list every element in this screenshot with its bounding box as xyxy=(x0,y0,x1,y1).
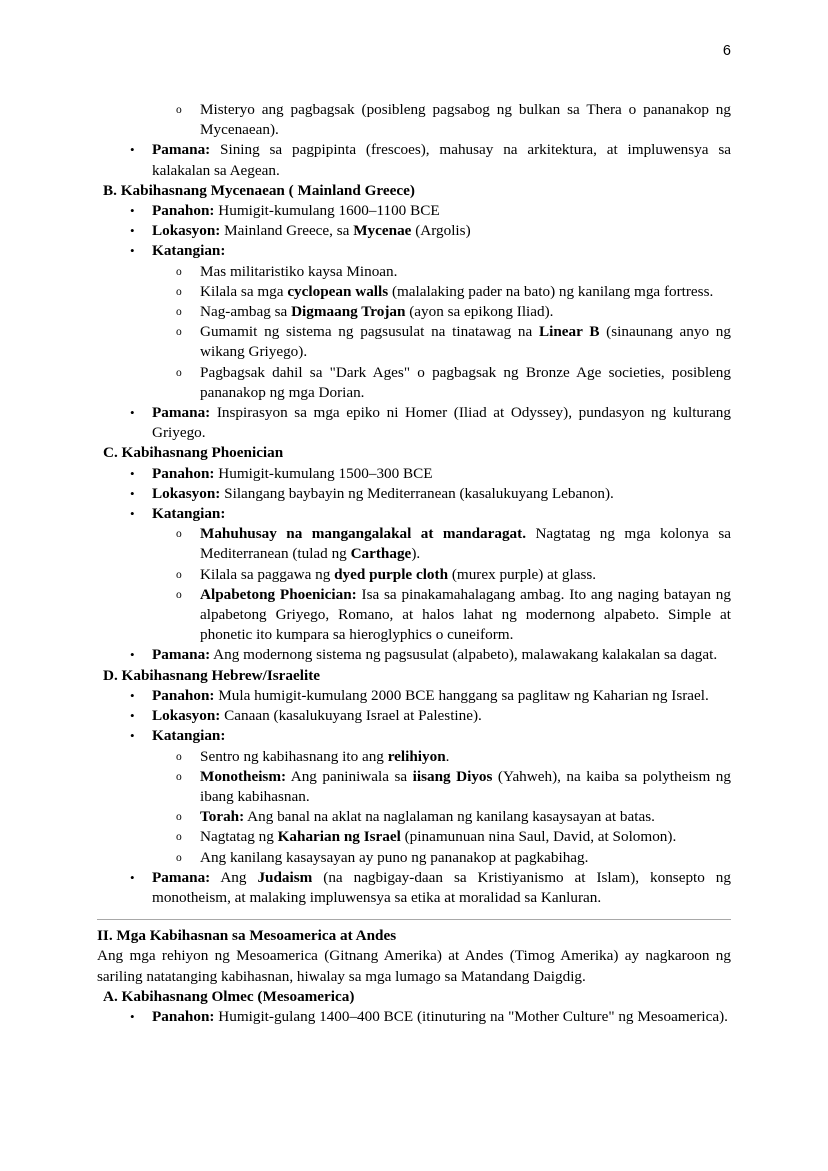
list-item xyxy=(97,726,731,746)
minoan-sub-list xyxy=(97,100,731,140)
list-item-emphasis: Torah: xyxy=(200,808,245,826)
bullet-circle-icon: o xyxy=(176,831,182,844)
heading-phoenician: C. Kabihasnang Phoenician xyxy=(103,444,284,462)
list-item-text-b: (pinamunuan nina Saul, David, at Solomon). xyxy=(400,828,677,846)
list-item xyxy=(97,201,731,221)
heading-olmec: A. Kabihasnang Olmec (Mesoamerica) xyxy=(103,987,355,1005)
list-item xyxy=(97,322,731,362)
bullet-circle-icon: o xyxy=(176,770,182,783)
hebrew-bullet-list xyxy=(97,686,731,747)
list-item-emphasis: Mahuhusay na mangangalakal at mandaragat. xyxy=(200,525,527,543)
list-item xyxy=(97,585,731,646)
list-item-text-a: Ang paniniwala sa xyxy=(286,767,413,785)
page-number: 6 xyxy=(722,43,731,59)
list-item-emphasis: Digmaang Trojan xyxy=(291,303,406,321)
list-item-text: Ang kanilang kasaysayan ay puno ng pananakop at pagkabihag. xyxy=(200,848,589,866)
pamana-text: Inspirasyon sa mga epiko ni Homer (Iliad at Odyssey), pundasyon ng kulturang Griyego. xyxy=(152,404,731,442)
list-item xyxy=(97,848,731,868)
list-item xyxy=(97,524,731,564)
list-item-text-b: (murex purple) at glass. xyxy=(448,565,597,583)
bullet-disc-icon: • xyxy=(130,243,135,259)
hebrew-pamana-list xyxy=(97,868,731,908)
lokasyon-label: Lokasyon: xyxy=(152,222,221,240)
mycenaean-sub-list xyxy=(97,262,731,403)
list-item xyxy=(97,241,731,261)
lokasyon-text: Canaan (kasalukuyang Israel at Palestine). xyxy=(220,707,482,725)
list-item xyxy=(97,868,731,908)
list-item xyxy=(97,767,731,807)
list-item xyxy=(97,282,731,302)
list-item-emphasis: Monotheism: xyxy=(200,767,287,785)
bullet-disc-icon: • xyxy=(130,203,135,219)
mycenaean-bullet-list xyxy=(97,201,731,262)
panahon-label: Panahon: xyxy=(152,202,215,220)
phoenician-pamana-list xyxy=(97,645,731,665)
heading-section-two: II. Mga Kabihasnan sa Mesoamerica at Andes xyxy=(97,927,397,945)
list-item-emphasis: Alpabetong Phoenician: xyxy=(200,585,357,603)
list-item-text-b: (Yahweh), na kaiba sa polytheism ng ibang kabihasnan. xyxy=(200,767,731,805)
panahon-label: Panahon: xyxy=(152,686,215,704)
list-item xyxy=(97,706,731,726)
katangian-label: Katangian: xyxy=(152,242,226,260)
olmec-bullet-list xyxy=(97,1007,731,1027)
bullet-circle-icon: o xyxy=(176,811,182,824)
panahon-text: Humigit-gulang 1400–400 BCE (itinuturing na "Mother Culture" ng Mesoamerica). xyxy=(214,1007,728,1025)
list-item-text-b: (sinaunang anyo ng wikang Griyego). xyxy=(200,323,731,361)
list-item-text-a: Kilala sa mga xyxy=(200,282,288,300)
pamana-label: Pamana: xyxy=(152,868,211,886)
list-item xyxy=(97,686,731,706)
bullet-disc-icon: • xyxy=(130,1008,135,1024)
bullet-circle-icon: o xyxy=(176,265,182,278)
section-divider xyxy=(97,919,731,920)
list-item-text-b: (malalaking pader na bato) ng kanilang mga fortress. xyxy=(388,282,714,300)
pamana-text-a: Ang xyxy=(210,868,258,886)
list-item xyxy=(97,302,731,322)
list-item xyxy=(97,807,731,827)
list-item-text: Isa sa pinakamahalagang ambag. Ito ang naging batayan ng alpabetong Griyego, Romano, at halos lahat ng modernong alpabeto. Simple at phonetic ito kumpara sa hieroglyphics o cuneiform. xyxy=(200,585,731,644)
panahon-text: Humigit-kumulang 1500–300 BCE xyxy=(214,464,433,482)
bullet-disc-icon: • xyxy=(130,687,135,703)
panahon-text: Humigit-kumulang 1600–1100 BCE xyxy=(214,202,440,220)
list-item xyxy=(97,1007,731,1027)
lokasyon-label: Lokasyon: xyxy=(152,484,221,502)
pamana-label: Pamana: xyxy=(152,404,211,422)
bullet-disc-icon: • xyxy=(130,647,135,663)
list-item xyxy=(97,363,731,403)
bullet-disc-icon: • xyxy=(130,223,135,239)
heading-mycenaean: B. Kabihasnang Mycenaean ( Mainland Greece) xyxy=(103,181,415,199)
list-item-text: Ang banal na aklat na naglalaman ng kanilang kasaysayan at batas. xyxy=(244,808,655,826)
list-item xyxy=(97,645,731,665)
pamana-text: Ang modernong sistema ng pagsusulat (alpabeto), malawakang kalakalan sa dagat. xyxy=(210,646,718,664)
pamana-label: Pamana: xyxy=(152,646,211,664)
bullet-disc-icon: • xyxy=(130,485,135,501)
bullet-disc-icon: • xyxy=(130,465,135,481)
bullet-circle-icon: o xyxy=(176,528,182,541)
katangian-label: Katangian: xyxy=(152,505,226,523)
list-item-text-b: (ayon sa epikong Iliad). xyxy=(405,303,554,321)
panahon-label: Panahon: xyxy=(152,1007,215,1025)
section-two xyxy=(97,926,731,1027)
bullet-circle-icon: o xyxy=(176,750,182,763)
list-item-text-a: Kilala sa paggawa ng xyxy=(200,565,335,583)
lokasyon-text-a: Mainland Greece, sa xyxy=(220,222,354,240)
list-item-emphasis: Kaharian ng Israel xyxy=(277,828,401,846)
bullet-circle-icon: o xyxy=(176,285,182,298)
pamana-label: Pamana: xyxy=(152,141,211,159)
bullet-circle-icon: o xyxy=(176,306,182,319)
phoenician-sub-list xyxy=(97,524,731,645)
list-item-emphasis: Linear B xyxy=(538,323,600,341)
list-item-emphasis-2: Carthage xyxy=(350,545,412,563)
list-item-text-a: Gumamit ng sistema ng pagsusulat na tinatawag na xyxy=(200,323,539,341)
list-item xyxy=(97,262,731,282)
list-item xyxy=(97,100,731,140)
bullet-disc-icon: • xyxy=(130,142,135,158)
lokasyon-text: Silangang baybayin ng Mediterranean (kasalukuyang Lebanon). xyxy=(220,484,614,502)
lokasyon-label: Lokasyon: xyxy=(152,707,221,725)
list-item-text: Misteryo ang pagbagsak (posibleng pagsabog ng bulkan sa Thera o pananakop ng Mycenaean). xyxy=(200,101,731,139)
lokasyon-text-b: (Argolis) xyxy=(411,222,471,240)
list-item-text-a: Nagtatag ng xyxy=(200,828,278,846)
list-item-text-a: Sentro ng kabihasnang ito ang xyxy=(200,747,388,765)
list-item xyxy=(97,221,731,241)
minoan-bullet-list xyxy=(97,140,731,180)
bullet-disc-icon: • xyxy=(130,506,135,522)
pamana-text: Sining sa pagpipinta (frescoes), mahusay na arkitektura, at impluwensya sa kalakalan sa Aegean. xyxy=(152,141,731,179)
panahon-label: Panahon: xyxy=(152,464,215,482)
list-item-text: Pagbagsak dahil sa "Dark Ages" o pagbagsak ng Bronze Age societies, posibleng pananakop ng mga Dorian. xyxy=(200,363,731,401)
panahon-text: Mula humigit-kumulang 2000 BCE hanggang sa paglitaw ng Kaharian ng Israel. xyxy=(214,686,709,704)
bullet-circle-icon: o xyxy=(176,326,182,339)
list-item xyxy=(97,565,731,585)
bullet-circle-icon: o xyxy=(176,366,182,379)
list-item-text-a: Nagtatag ng mga kolonya sa Mediterranean (tulad ng xyxy=(200,525,732,563)
document-body xyxy=(97,100,731,1027)
section-two-intro: Ang mga rehiyon ng Mesoamerica (Gitnang Amerika) at Andes (Timog Amerika) ay nagkaroon ng sariling natatanging kabihasnan, hiwalay sa mga lumago sa Matandang Daigdig. xyxy=(97,947,731,985)
list-item xyxy=(97,140,731,180)
list-item xyxy=(97,504,731,524)
list-item-emphasis-2: iisang Diyos xyxy=(412,767,493,785)
list-item xyxy=(97,484,731,504)
bullet-disc-icon: • xyxy=(130,728,135,744)
bullet-disc-icon: • xyxy=(130,708,135,724)
bullet-disc-icon: • xyxy=(130,869,135,885)
list-item xyxy=(97,403,731,443)
heading-hebrew: D. Kabihasnang Hebrew/Israelite xyxy=(103,666,320,684)
bullet-circle-icon: o xyxy=(176,104,182,116)
list-item-emphasis: cyclopean walls xyxy=(287,282,389,300)
phoenician-bullet-list xyxy=(97,464,731,525)
mycenaean-pamana-list xyxy=(97,403,731,443)
bullet-circle-icon: o xyxy=(176,568,182,581)
list-item-emphasis: relihiyon xyxy=(387,747,446,765)
list-item-emphasis: dyed purple cloth xyxy=(334,565,449,583)
bullet-circle-icon: o xyxy=(176,851,182,864)
bullet-disc-icon: • xyxy=(130,405,135,421)
list-item-text: Mas militaristiko kaysa Minoan. xyxy=(200,262,398,280)
katangian-label: Katangian: xyxy=(152,727,226,745)
pamana-emphasis: Judaism xyxy=(257,868,313,886)
pamana-text-b: (na nagbigay-daan sa Kristiyanismo at Islam), konsepto ng monotheism, at malaking impluwensya sa etika at moralidad sa Kanluran. xyxy=(152,868,731,906)
lokasyon-emphasis: Mycenae xyxy=(353,222,412,240)
bullet-circle-icon: o xyxy=(176,588,182,601)
list-item-text-b: . xyxy=(445,747,450,765)
list-item xyxy=(97,827,731,847)
list-item xyxy=(97,747,731,767)
list-item xyxy=(97,464,731,484)
list-item-text-b: ). xyxy=(411,545,421,563)
hebrew-sub-list xyxy=(97,747,731,868)
list-item-text-a: Nag-ambag sa xyxy=(200,303,292,321)
